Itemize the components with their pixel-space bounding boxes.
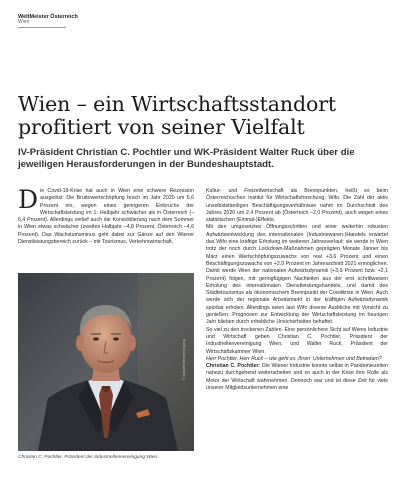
headline: Wien – ein Wirtschaftsstandort profitiert von seiner Vielfalt	[18, 92, 337, 139]
section-label: WeltMeister Österreich	[18, 14, 78, 20]
answer-text: Die Wiener Industrie konnte selbst in Pandemiezeiten nahezu durchgehend weiterarbeiten und so auch in der Krise ihre Rolle als Motor der Wirtschaft wahrnehmen. Dennoch war und ist diese Zeit für viele unserer Mitgliedsunternehmen eine	[206, 363, 388, 392]
paragraph-3: So viel zu den trockenen Zahlen. Eine persönlichere Sicht auf Wiens Industrie und Wirtschaft geben Christian C. Pochtler, Präsident der Industriellenvereinigung Wien, und Walter Ruck, Präsident der Wirtschaftskammer Wien.	[206, 326, 388, 355]
article-column-1	[18, 185, 194, 246]
article-column-2	[206, 188, 388, 392]
answer-speaker: Christian C. Pochtler:	[206, 363, 261, 370]
header-rule	[18, 27, 66, 28]
interview-answer	[206, 363, 388, 392]
portrait-photo	[18, 273, 194, 451]
drop-cap: D	[18, 185, 39, 214]
intro-text: ie Covid-19-Krise hat auch in Wien eine schwere Rezession ausgelöst: Die Bruttowertschöpfung brach im Jahr 2020 um 5,6 Prozent ein, wegen eines geringeren Einbruchs der Wirtschaftsleistung im 1. Halbjahr schwächer als in Österreich (–6,4 Prozent). Allerdings verlief auch die Konsolidierung nach dem Sommer in Wien etwas schwächer (zweites Halbjahr –4,8 Prozent, Österreich –4,6 Prozent). Das Wachstumsminus geht dabei zur Gänze auf den Wiener Dienstleistungsbereich zurück – mit Tourismus, Verkehrswirtschaft,	[18, 188, 194, 246]
intro-paragraph	[18, 185, 194, 246]
photo-caption: Christian C. Pochtler, Präsident der Industriellenvereinigung Wien.	[18, 455, 159, 460]
city-label: Wien	[18, 19, 30, 26]
section-header	[18, 14, 78, 27]
lead-paragraph: IV-Präsident Christian C. Pochtler und WK-Präsident Walter Ruck über die jeweiligen Herausforderungen in der Bundeshauptstadt.	[18, 147, 355, 170]
interview-question: Herr Pochtler, Herr Ruck – wie geht es ‚Ihren‘ Unternehmen und Betrieben?	[206, 355, 382, 362]
photo-credit: © Industriellenvereinigung	[182, 339, 186, 380]
paragraph-1: Kultur- und Freizeitwirtschaft als Brennpunkten, heißt es beim Österreichischen Institut für Wirtschaftsforschung, Wifo. Die Zahl der aktiv unselbstständigen Beschäftigungsverhältnisse nahm im Durchschnitt des Jahres 2020 um 2,4 Prozent ab (Österreich –2,0 Prozent), auch wegen eines statistischen (Einmal-)Effekts.	[206, 188, 388, 224]
paragraph-2: Mit den umgesetzten Öffnungsschritten und einer weiterhin robusten Aufwärtsentwicklung des internationalen (Industriewaren-)Handels erwartet das Wifo eine kräftige Erholung im weiteren Jahresverlauf; sie werde in Wien trotz der noch durch Lockdown-Maßnahmen geprägten Monate Jänner bis März einen Wertschöpfungszuwachs von real +3,6 Prozent und einen Beschäftigungszuwachs von +2,0 Prozent im Jahresschnitt 2021 ermöglichen. Damit werde Wien der nationalen Aufwärtsdynamik (+3,9 Prozent bzw. +2,1 Prozent) folgen, mit geringfügigen Nachteilen aus der erst schrittweisen Erholung des internationalen Dienstleistungshandels, und damit des Städtetourismus als ökonomischem Brennpunkt der Covidkrise in Wien. Auch werde sich der regionale Arbeitsmarkt in der kräftigen Aufwärtsdynamik spürbar erholen. Allerdings seien laut Wifo diverse Ausblicke mit Vorsicht zu genießen: Prognosen zur Entwicklung der Wirtschaftsleistung im heurigen Jahr blieben durch erhebliche Unsicherheiten behaftet.	[206, 224, 388, 326]
portrait-illustration	[18, 273, 194, 451]
